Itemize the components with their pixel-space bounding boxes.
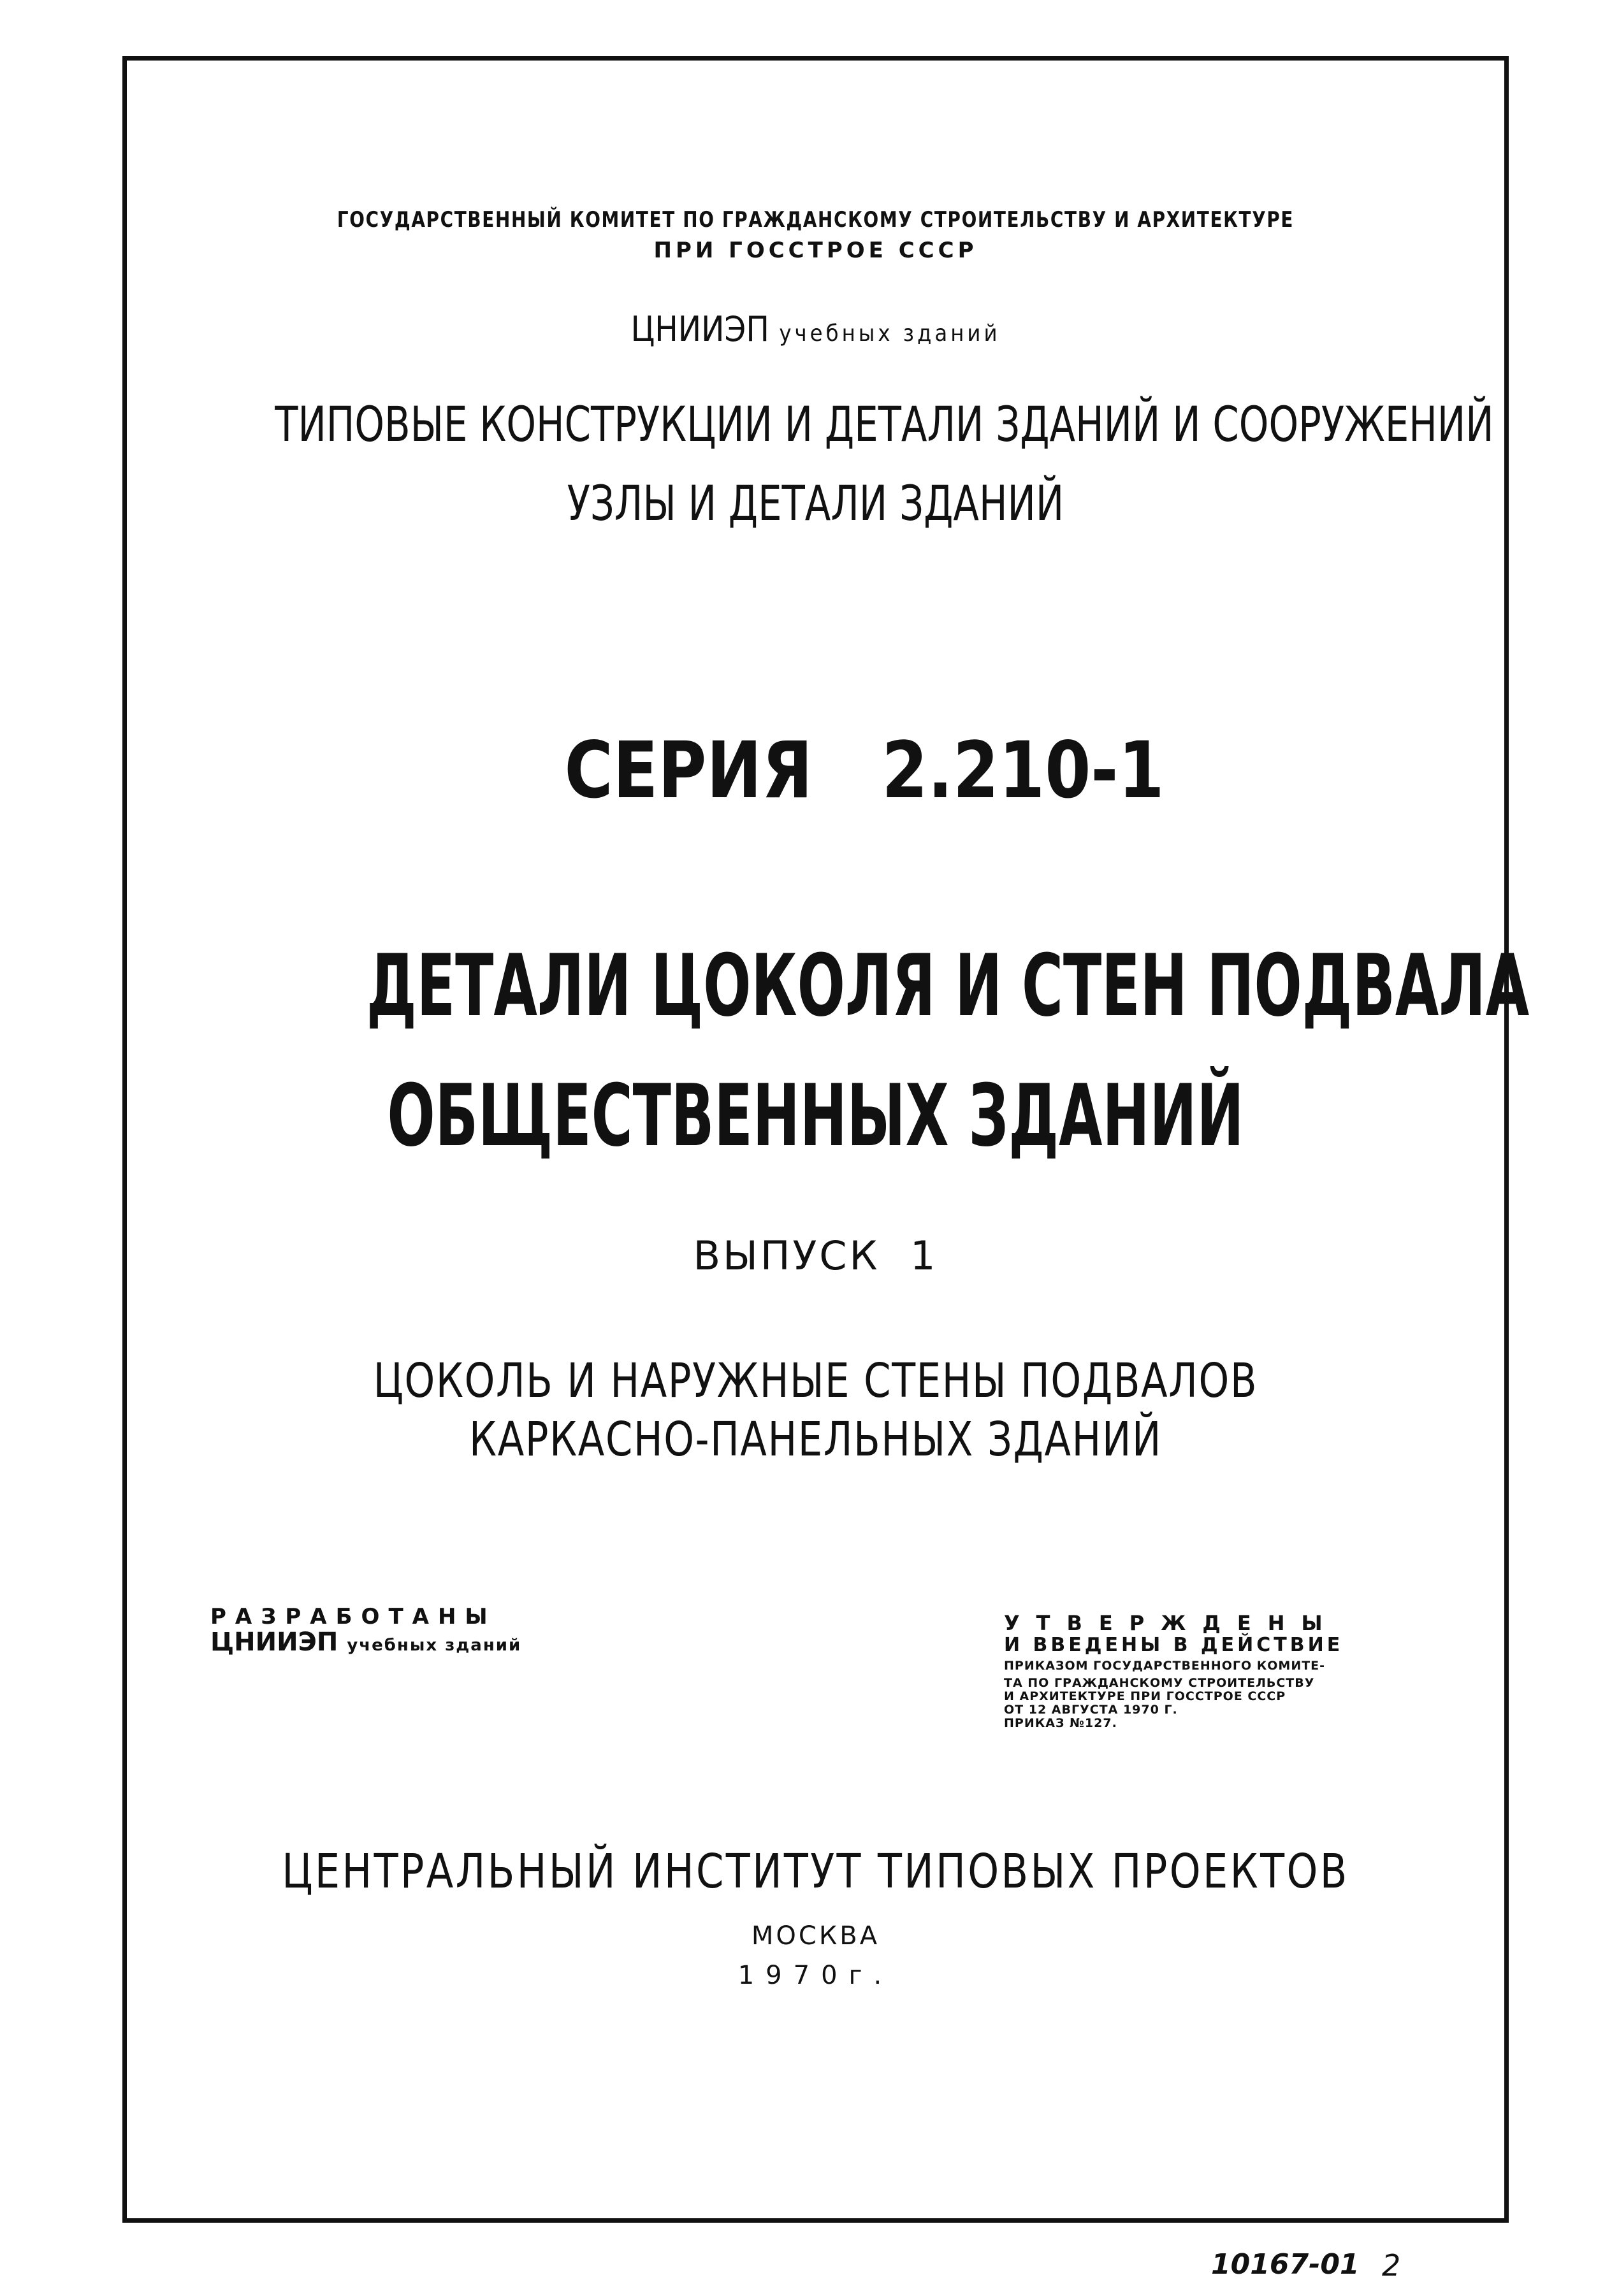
typical-structures-line-2: УЗЛЫ И ДЕТАЛИ ЗДАНИЙ bbox=[567, 475, 1064, 531]
approved-line-4: ТА ПО ГРАЖДАНСКОМУ СТРОИТЕЛЬСТВУ bbox=[1004, 1676, 1315, 1691]
subtitle-line-1: ЦОКОЛЬ И НАРУЖНЫЕ СТЕНЫ ПОДВАЛОВ bbox=[373, 1354, 1258, 1408]
approved-line-6: ОТ 12 АВГУСТА 1970 Г. bbox=[1004, 1702, 1178, 1717]
publication-city: МОСКВА bbox=[751, 1921, 880, 1951]
approved-line-5: И АРХИТЕКТУРЕ ПРИ ГОССТРОЕ СССР bbox=[1004, 1689, 1286, 1703]
publication-year: 1970г. bbox=[737, 1961, 894, 1990]
document-title-line-1: ДЕТАЛИ ЦОКОЛЯ И СТЕН ПОДВАЛА bbox=[366, 936, 1530, 1036]
approved-line-3: ПРИКАЗОМ ГОСУДАРСТВЕННОГО КОМИТЕ- bbox=[1004, 1659, 1326, 1673]
approved-line-2: И ВВЕДЕНЫ В ДЕЙСТВИЕ bbox=[1004, 1634, 1344, 1657]
institute-abbr: ЦНИИЭП bbox=[630, 309, 769, 349]
series-number: СЕРИЯ 2.210-1 bbox=[564, 725, 1165, 816]
issue-number: ВЫПУСК 1 bbox=[693, 1232, 938, 1279]
central-institute-name: ЦЕНТРАЛЬНЫЙ ИНСТИТУТ ТИПОВЫХ ПРОЕКТОВ bbox=[282, 1844, 1349, 1899]
developed-by-block bbox=[210, 1606, 521, 1656]
sheet-number: 2 bbox=[1382, 2248, 1401, 2283]
developed-heading: РАЗРАБОТАНЫ bbox=[210, 1604, 497, 1629]
institute-rest: учебных зданий bbox=[779, 321, 1001, 347]
developed-org bbox=[210, 1629, 521, 1656]
document-title-line-2: ОБЩЕСТВЕННЫХ ЗДАНИЙ bbox=[387, 1066, 1244, 1166]
committee-line-1: ГОСУДАРСТВЕННЫЙ КОМИТЕТ ПО ГРАЖДАНСКОМУ СТРОИТЕЛЬСТВУ И АРХИТЕКТУРЕ bbox=[337, 207, 1295, 233]
document-number-stamp: 10167-01 bbox=[1211, 2248, 1360, 2281]
developed-org-abbr: ЦНИИЭП bbox=[210, 1627, 338, 1657]
developed-org-rest: учебных зданий bbox=[347, 1635, 522, 1655]
subtitle-line-2: КАРКАСНО-ПАНЕЛЬНЫХ ЗДАНИЙ bbox=[468, 1412, 1163, 1467]
approved-line-7: ПРИКАЗ №127. bbox=[1004, 1715, 1117, 1730]
committee-line-2: ПРИ ГОССТРОЕ СССР bbox=[653, 238, 978, 263]
institute-name bbox=[122, 309, 1509, 349]
approved-heading: УТВЕРЖДЕНЫ bbox=[1004, 1611, 1339, 1635]
typical-structures-line-1: ТИПОВЫЕ КОНСТРУКЦИИ И ДЕТАЛИ ЗДАНИЙ И СООРУЖЕНИЙ bbox=[275, 396, 1494, 452]
approval-block bbox=[1004, 1612, 1399, 1730]
